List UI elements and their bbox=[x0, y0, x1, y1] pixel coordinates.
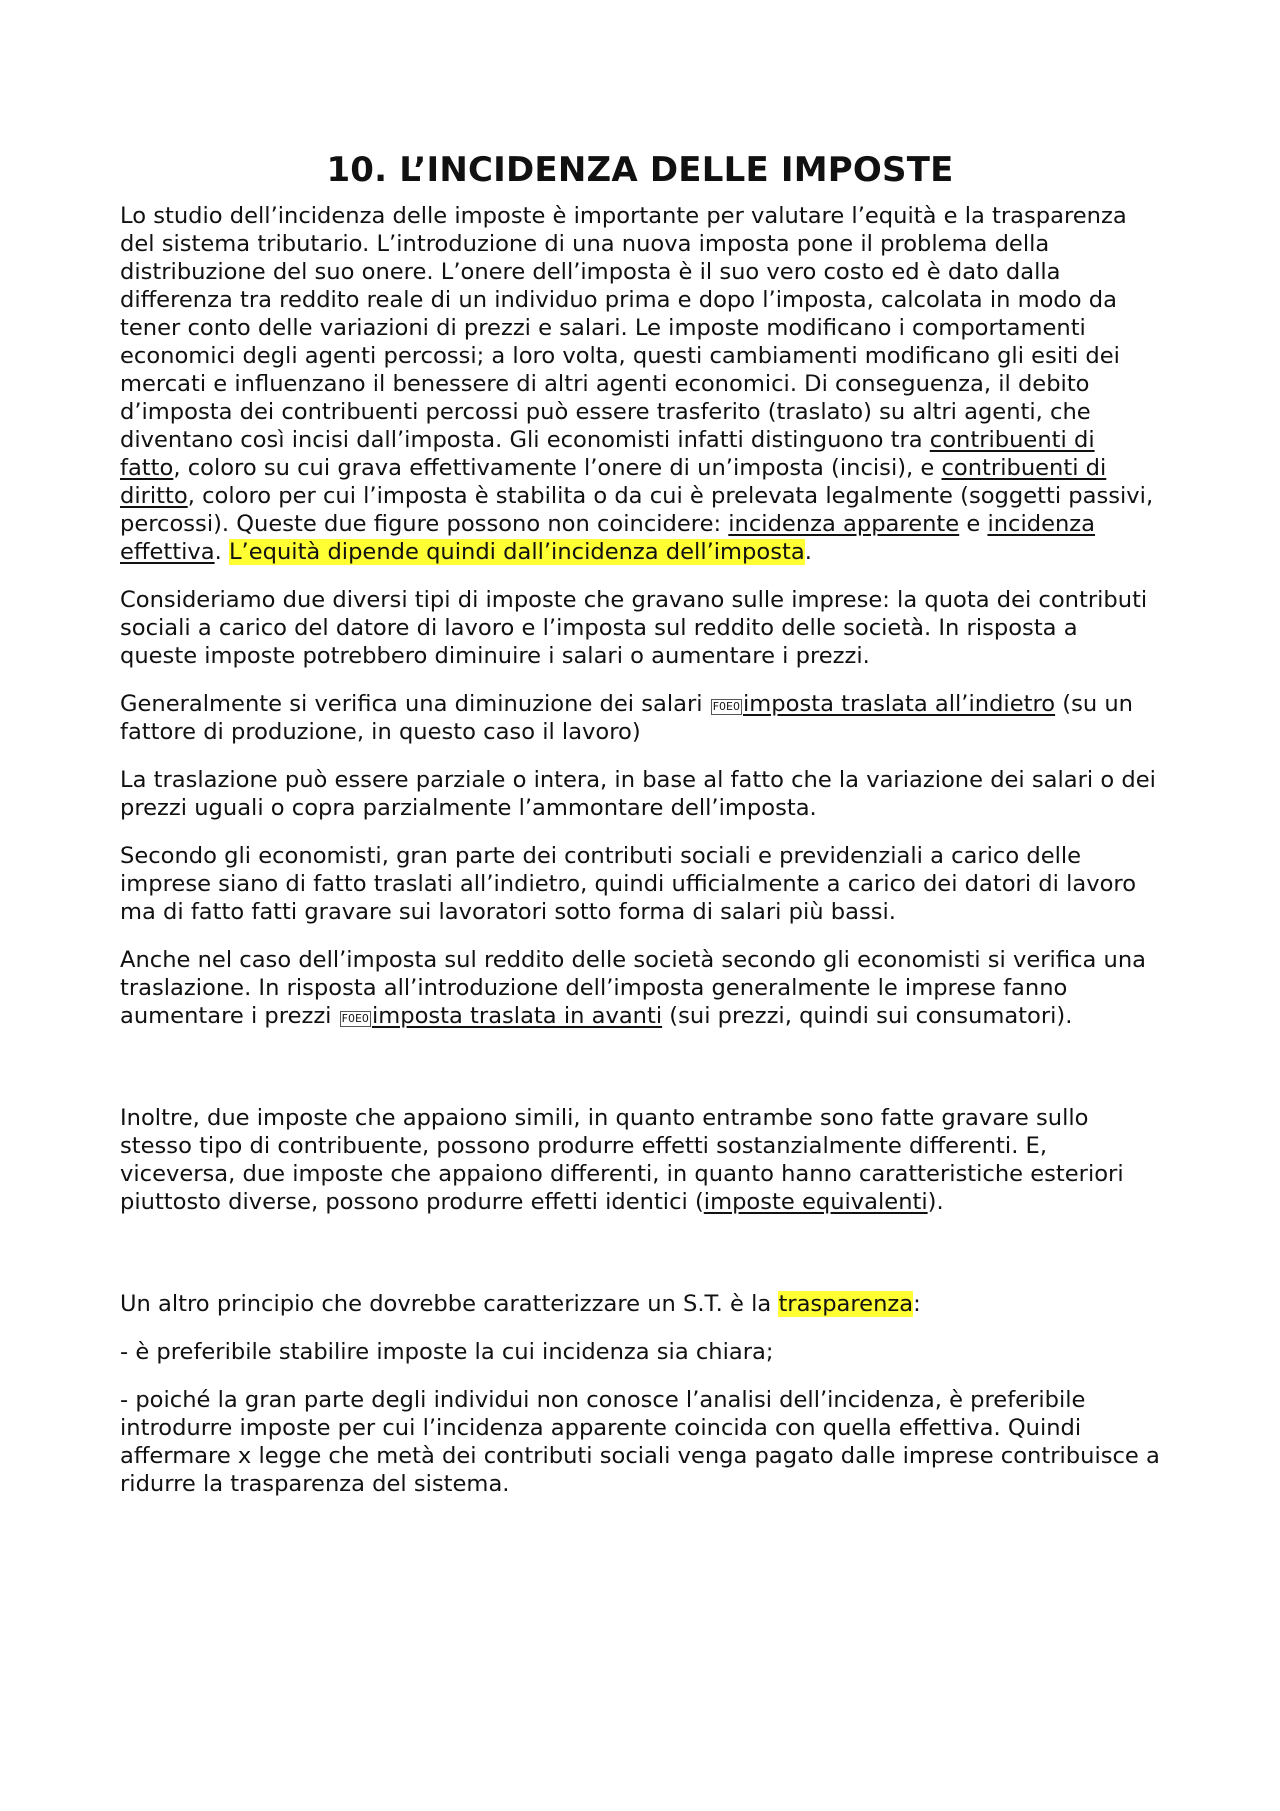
term-contribuenti-di-diritto: contribuenti di diritto bbox=[120, 455, 1107, 509]
term-incidenza-effettiva: incidenza effettiva bbox=[120, 511, 1096, 565]
paragraph-reddito-societa: Anche nel caso dell’imposta sul reddito delle società secondo gli economisti si verifica una traslazione. In risposta all’introduzione dell’imposta generalmente le imprese fanno aumentare i prezzi F0E0 imposta traslata in avanti (sui prezzi, quindi sui consumatori). bbox=[120, 947, 1146, 1029]
term-incidenza-apparente: incidenza apparente bbox=[728, 511, 960, 537]
paragraph-intro: Lo studio dell’incidenza delle imposte è importante per valutare l’equità e la trasparenza del sistema tributario. L’introduzione di una nuova imposta pone il problema della distribuzione del suo onere. L’onere dell’imposta è il suo vero costo ed è dato dalla differenza tra reddito reale di un individuo prima e dopo l’imposta, calcolata in modo da tener conto delle variazioni di prezzi e salari. Le imposte modificano i comportamenti economici degli agenti percossi; a loro volta, questi cambiamenti modificano gli esiti dei mercati e influenzano il benessere di altri agenti economici. Di conseguenza, il debito d’imposta dei contribuenti percossi può essere trasferito (traslato) su altri agenti, che diventano così incisi dall’imposta. Gli economisti infatti distinguono tra contribuenti di fatto, coloro su cui grava effettivamente l’onere di un’imposta (incisi), e contribuenti di diritto, coloro per cui l’imposta è stabilita o da cui è prelevata legalmente (soggetti passivi, percossi). Queste due figure possono non coincidere: incidenza apparente e incidenza effettiva. L’equità dipende quindi dall’incidenza dell’imposta. bbox=[120, 203, 1154, 565]
list-item-incidenza-coincida: - poiché la gran parte degli individui non conosce l’analisi dell’incidenza, è preferibile introdurre imposte per cui l’incidenza apparente coincida con quella effettiva. Quindi affermare x legge che metà dei contributi sociali venga pagato dalle imprese contribuisce a ridurre la trasparenza del sistema. bbox=[120, 1387, 1160, 1497]
paragraph-trasparenza: Un altro principio che dovrebbe caratterizzare un S.T. è la trasparenza: bbox=[120, 1291, 921, 1317]
term-imposte-equivalenti: imposte equivalenti bbox=[703, 1189, 928, 1215]
list-item-incidenza-chiara: - è preferibile stabilire imposte la cui incidenza sia chiara; bbox=[120, 1339, 774, 1365]
arrow-glyph-icon: F0E0 bbox=[712, 700, 741, 713]
paragraph-tipi-imposte: Consideriamo due diversi tipi di imposte che gravano sulle imprese: la quota dei contributi sociali a carico del datore di lavoro e l’imposta sul reddito delle società. In risposta a queste imposte potrebbero diminuire i salari o aumentare i prezzi. bbox=[120, 587, 1148, 669]
term-contribuenti-di-fatto: contribuenti di fatto bbox=[120, 427, 1095, 481]
page-title: 10. L’INCIDENZA DELLE IMPOSTE bbox=[326, 150, 954, 190]
term-imposta-traslata-avanti: imposta traslata in avanti bbox=[371, 1003, 663, 1029]
paragraph-traslazione-indietro: Generalmente si verifica una diminuzione dei salari F0E0 imposta traslata all’indietro (su un fattore di produzione, in questo caso il lavoro) bbox=[120, 691, 1133, 745]
arrow-glyph-icon: F0E0 bbox=[341, 1012, 369, 1025]
paragraph-traslazione-parziale: La traslazione può essere parziale o intera, in base al fatto che la variazione dei salari o dei prezzi uguali o copra parzialmente l’ammontare dell’imposta. bbox=[120, 767, 1156, 821]
paragraph-imposte-equivalenti: Inoltre, due imposte che appaiono simili, in quanto entrambe sono fatte gravare sullo stesso tipo di contribuente, possono produrre effetti sostanzialmente differenti. E, viceversa, due imposte che appaiono differenti, in quanto hanno caratteristiche esteriori piuttosto diverse, possono produrre effetti identici (imposte equivalenti). bbox=[120, 1105, 1124, 1215]
highlighted-sentence: L’equità dipende quindi dall’incidenza dell’imposta bbox=[228, 539, 805, 565]
highlighted-word-trasparenza: trasparenza bbox=[778, 1291, 914, 1317]
term-imposta-traslata-indietro: imposta traslata all’indietro bbox=[743, 691, 1056, 717]
paragraph-economisti: Secondo gli economisti, gran parte dei contributi sociali e previdenziali a carico delle imprese siano di fatto traslati all’indietro, quindi ufficialmente a carico dei datori di lavoro ma di fatto fatti gravare sui lavoratori sotto forma di salari più bassi. bbox=[120, 843, 1137, 925]
